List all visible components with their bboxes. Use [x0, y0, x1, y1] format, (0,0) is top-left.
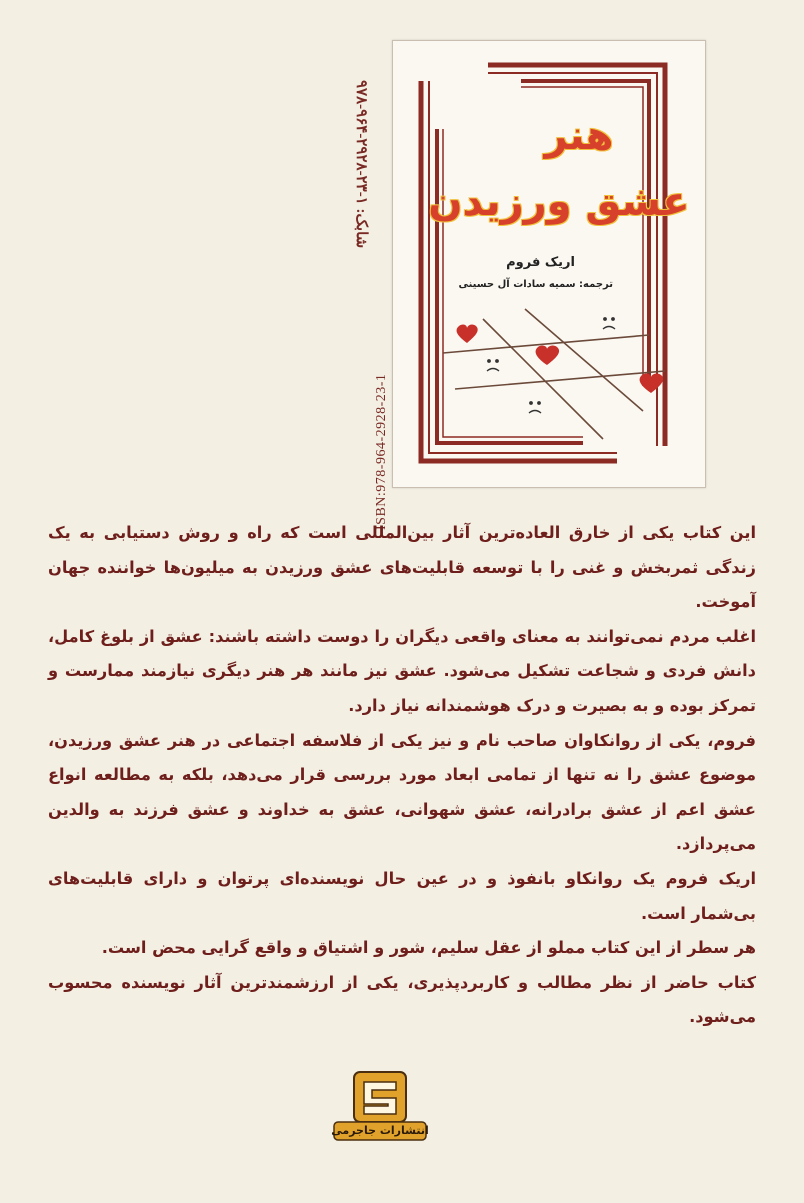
isbn-latin: ISBN:978-964-2928-23-1: [374, 373, 389, 530]
paragraph: هر سطر از این کتاب مملو از عقل سلیم، شور و اشتیاق و واقع گرایی محض است.: [101, 938, 756, 958]
cover-author: اریک فروم: [506, 255, 575, 270]
cover-thumbnail: [392, 40, 706, 488]
isbn-strip: [340, 40, 390, 530]
description-text: [48, 516, 756, 1035]
publisher-logo: [328, 1070, 432, 1144]
paragraph: اریک فروم یک روانکاو بانفوذ و در عین حال نویسنده‌ای پرتوان و دارای قابلیت‌های بی‌شمار است.: [48, 868, 756, 923]
cover-translator: ترجمه: سمیه سادات آل حسینی: [458, 279, 613, 290]
heart-icons: [457, 325, 664, 393]
publisher-name: انتشارات جاجرمی: [331, 1124, 429, 1137]
cover-title-line2: عشق ورزیدن: [428, 179, 690, 225]
paragraph: کتاب حاضر از نظر مطالب و کاربردپذیری، یکی از ارزشمندترین آثار نویسنده محسوب می‌شود.: [48, 972, 756, 1027]
paragraph: این کتاب یکی از خارق العاده‌ترین آثار بین‌المللی است که راه و روش دستیابی به یک زندگی ثمربخش و غنی را با توسعه قابلیت‌های عشق ورزیدن به میلیون‌ها خواننده جهان آموخت.: [48, 523, 756, 612]
isbn-persian: شابک: ۱-۲۳-۲۹۲۸-۹۶۴-۹۷۸: [353, 80, 369, 249]
paragraph: اغلب مردم نمی‌توانند به معنای واقعی دیگران را دوست داشته باشند: عشق از بلوغ کامل، دانش فردی و شجاعت تشکیل می‌شود. عشق نیز مانند هر هنر دیگری نیازمند ممارست و تمرکز بوده و به بصیرت و درک هوشمندانه نیاز دارد.: [48, 626, 756, 715]
cover-title-line1: هنر: [544, 113, 614, 159]
paragraph: فروم، یکی از روانکاوان صاحب نام و نیز یکی از فلاسفه اجتماعی در هنر عشق ورزیدن، موضوع عشق را نه تنها از تمامی ابعاد مورد بررسی قرار می‌دهد، بلکه به مطالعه انواع عشق اعم از عشق برادرانه، عشق شهوانی، عشق به خداوند و عشق فرزند به والدین می‌پردازد.: [48, 730, 756, 854]
